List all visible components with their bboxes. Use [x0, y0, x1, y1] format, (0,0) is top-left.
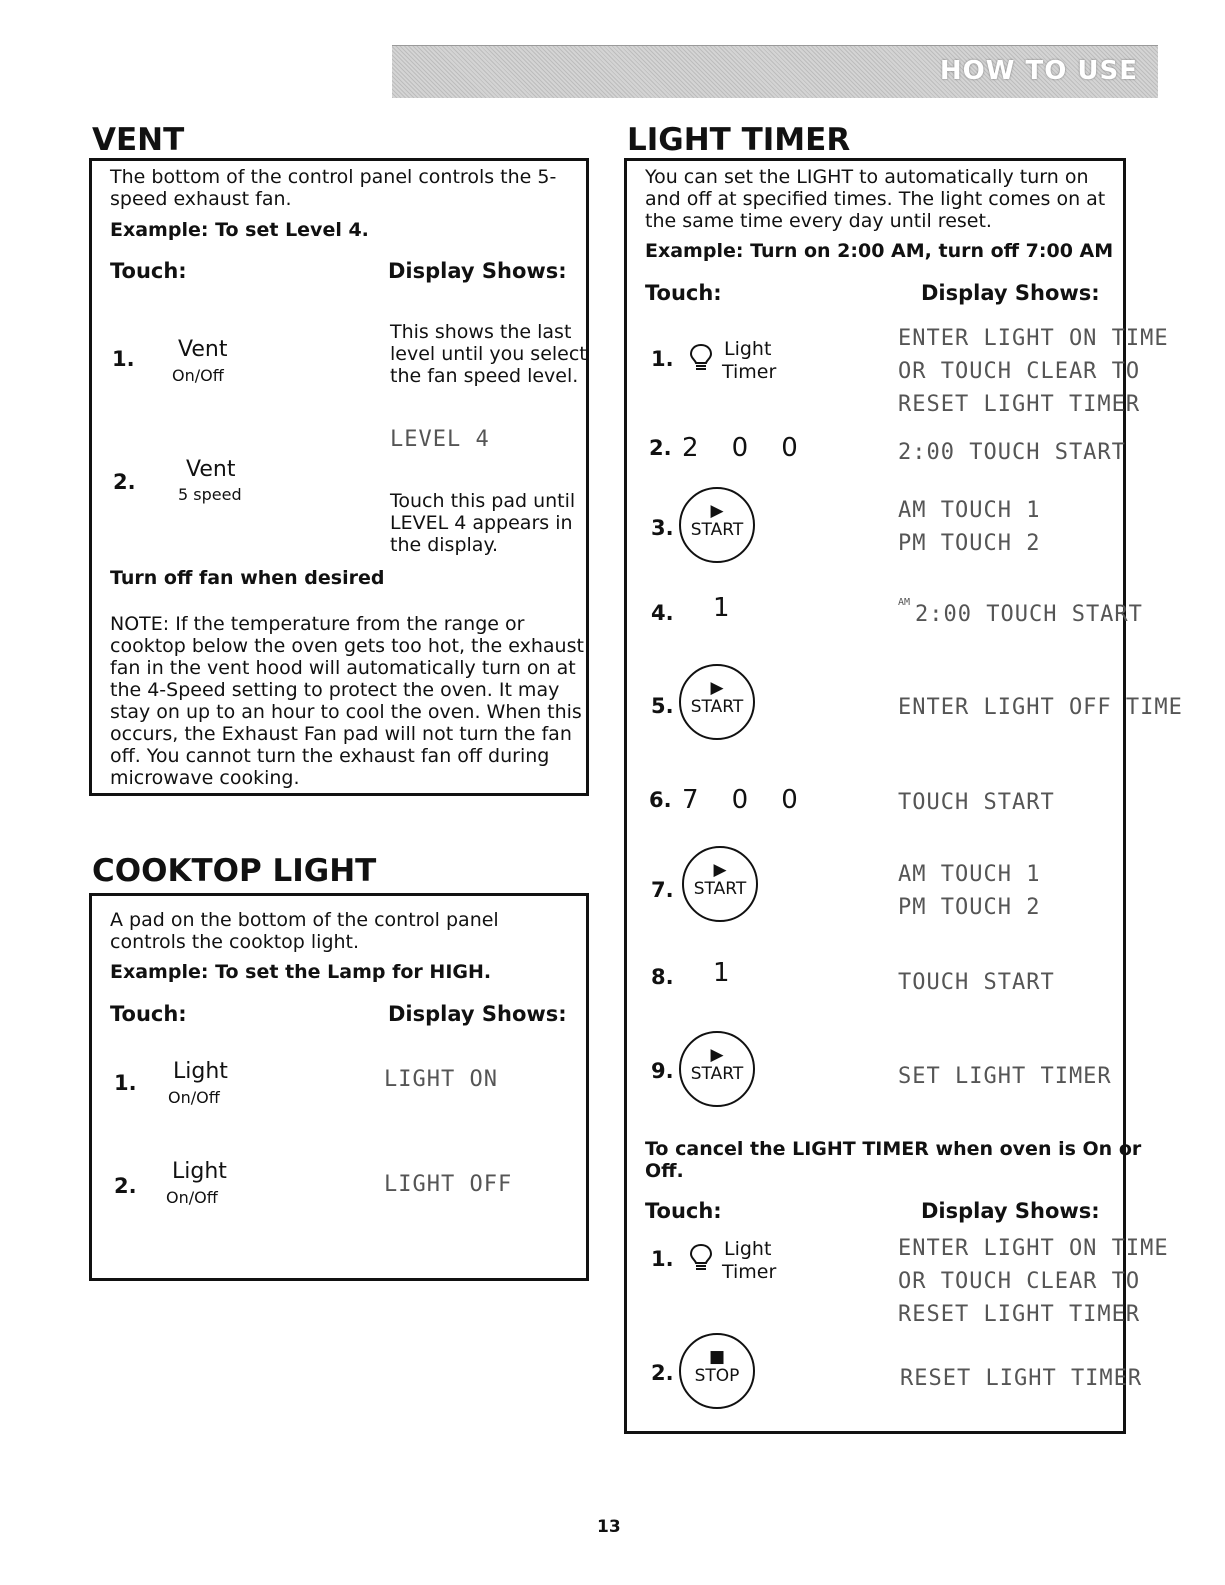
timer-step-8-display: TOUCH START [898, 970, 1055, 995]
vent-note: NOTE: If the temperature from the range or cooktop below the oven gets too hot, the exhaust fan in the vent hood will automatically turn on at the 4-Speed setting to protect the oven. It may stay on up to an hour to cool the oven. When this occurs, the Exhaust Fan pad will not turn the fan off. You cannot turn the exhaust fan off during microwave cooking. [110, 613, 584, 789]
vent-onoff-key: Vent [178, 337, 228, 362]
light-timer-key-sub: Timer [722, 1261, 777, 1283]
cooktop-touch-header: Touch: [110, 1002, 187, 1026]
cancel-display-header: Display Shows: [921, 1199, 1100, 1223]
timer-example: Example: Turn on 2:00 AM, turn off 7:00 AM [645, 240, 1114, 262]
vent-title: VENT [92, 122, 185, 158]
vent-level-display: LEVEL 4 [390, 427, 490, 452]
vent-step-1-number: 1. [112, 347, 135, 371]
cooktop-step-2-number: 2. [114, 1174, 137, 1198]
timer-display-header: Display Shows: [921, 281, 1100, 305]
vent-intro: The bottom of the control panel controls the 5- speed exhaust fan. [110, 166, 557, 210]
timer-intro: You can set the LIGHT to automatically turn on and off at specified times. The light comes on at the same time every day until reset. [645, 166, 1106, 232]
timer-step-9-display: SET LIGHT TIMER [898, 1064, 1112, 1089]
vent-step-1-display: This shows the last level until you select the fan speed level. [390, 321, 587, 387]
cooktop-light-on-display: LIGHT ON [384, 1067, 498, 1092]
lightbulb-icon [686, 1243, 716, 1273]
cancel-step-2-display: RESET LIGHT TIMER [900, 1366, 1143, 1391]
section-banner [392, 45, 1158, 98]
start-button [679, 487, 755, 563]
timer-step-9-number: 9. [651, 1059, 674, 1083]
vent-speed-key: Vent [186, 457, 236, 482]
timer-step-8-number: 8. [651, 965, 674, 989]
cancel-step-2-number: 2. [651, 1361, 674, 1385]
cooktop-display-header: Display Shows: [388, 1002, 567, 1026]
play-icon: ▶ [713, 860, 727, 880]
cooktop-light-key-1-sub: On/Off [168, 1088, 220, 1107]
timer-step-6-keys: 7 0 0 [682, 785, 798, 815]
timer-title: LIGHT TIMER [627, 122, 851, 158]
timer-step-1-number: 1. [651, 347, 674, 371]
timer-step-5-display: ENTER LIGHT OFF TIME [898, 695, 1183, 720]
vent-step-2-number: 2. [113, 470, 136, 494]
cooktop-light-key-1: Light [173, 1059, 228, 1084]
play-icon: ▶ [710, 1045, 724, 1065]
timer-touch-header: Touch: [645, 281, 722, 305]
cooktop-light-key-2: Light [172, 1159, 227, 1184]
cooktop-example: Example: To set the Lamp for HIGH. [110, 961, 492, 983]
timer-step-5-number: 5. [651, 694, 674, 718]
timer-step-2-display: 2:00 TOUCH START [898, 440, 1126, 465]
vent-touch-header: Touch: [110, 259, 187, 283]
start-button-label: START [690, 520, 744, 540]
timer-step-7-display: AM TOUCH 1 PM TOUCH 2 [898, 862, 1041, 920]
timer-step-2-number: 2. [649, 436, 672, 460]
cooktop-intro: A pad on the bottom of the control panel controls the cooktop light. [110, 909, 499, 953]
cooktop-title: COOKTOP LIGHT [92, 853, 377, 889]
cancel-step-1-display: ENTER LIGHT ON TIME OR TOUCH CLEAR TO RESET LIGHT TIMER [898, 1236, 1169, 1327]
light-timer-key-label: Light [724, 1238, 772, 1260]
timer-step-6-number: 6. [649, 788, 672, 812]
vent-example: Example: To set Level 4. [110, 219, 369, 241]
timer-step-7-number: 7. [651, 878, 674, 902]
light-timer-key-sub: Timer [722, 361, 777, 383]
stop-button-label: STOP [694, 1366, 740, 1386]
timer-step-1-display: ENTER LIGHT ON TIME OR TOUCH CLEAR TO RESET LIGHT TIMER [898, 326, 1169, 417]
timer-step-2-keys: 2 0 0 [682, 433, 798, 463]
start-button-label: START [690, 697, 744, 717]
start-button [679, 1031, 755, 1107]
page-number: 13 [597, 1517, 621, 1537]
vent-turn-off: Turn off fan when desired [110, 567, 385, 589]
timer-step-3-number: 3. [651, 516, 674, 540]
banner-text: HOW TO USE [939, 56, 1138, 86]
timer-step-6-display: TOUCH START [898, 790, 1055, 815]
timer-step-4-number: 4. [651, 601, 674, 625]
timer-step-8-key: 1 [713, 958, 730, 988]
cooktop-step-1-number: 1. [114, 1071, 137, 1095]
cooktop-light-key-2-sub: On/Off [166, 1188, 218, 1207]
cooktop-light-off-display: LIGHT OFF [384, 1172, 513, 1197]
vent-speed-key-sub: 5 speed [178, 485, 242, 504]
timer-cancel-heading: To cancel the LIGHT TIMER when oven is On or Off. [645, 1138, 1142, 1182]
timer-step-4-am-indicator: AM [898, 597, 911, 608]
stop-button [679, 1333, 755, 1409]
play-icon: ▶ [710, 678, 724, 698]
light-timer-key-label: Light [724, 338, 772, 360]
play-icon: ▶ [710, 501, 724, 521]
start-button-label: START [690, 1064, 744, 1084]
vent-display-header: Display Shows: [388, 259, 567, 283]
stop-icon: ■ [708, 1347, 726, 1367]
vent-step-2-description: Touch this pad until LEVEL 4 appears in the display. [390, 490, 576, 556]
start-button-label: START [693, 879, 747, 899]
timer-step-4-key: 1 [713, 593, 730, 623]
cancel-touch-header: Touch: [645, 1199, 722, 1223]
start-button [682, 846, 758, 922]
timer-step-3-display: AM TOUCH 1 PM TOUCH 2 [898, 498, 1041, 556]
cancel-step-1-number: 1. [651, 1247, 674, 1271]
start-button [679, 664, 755, 740]
timer-step-4-display: 2:00 TOUCH START [915, 602, 1143, 627]
vent-onoff-key-sub: On/Off [172, 366, 224, 385]
lightbulb-icon [686, 343, 716, 373]
